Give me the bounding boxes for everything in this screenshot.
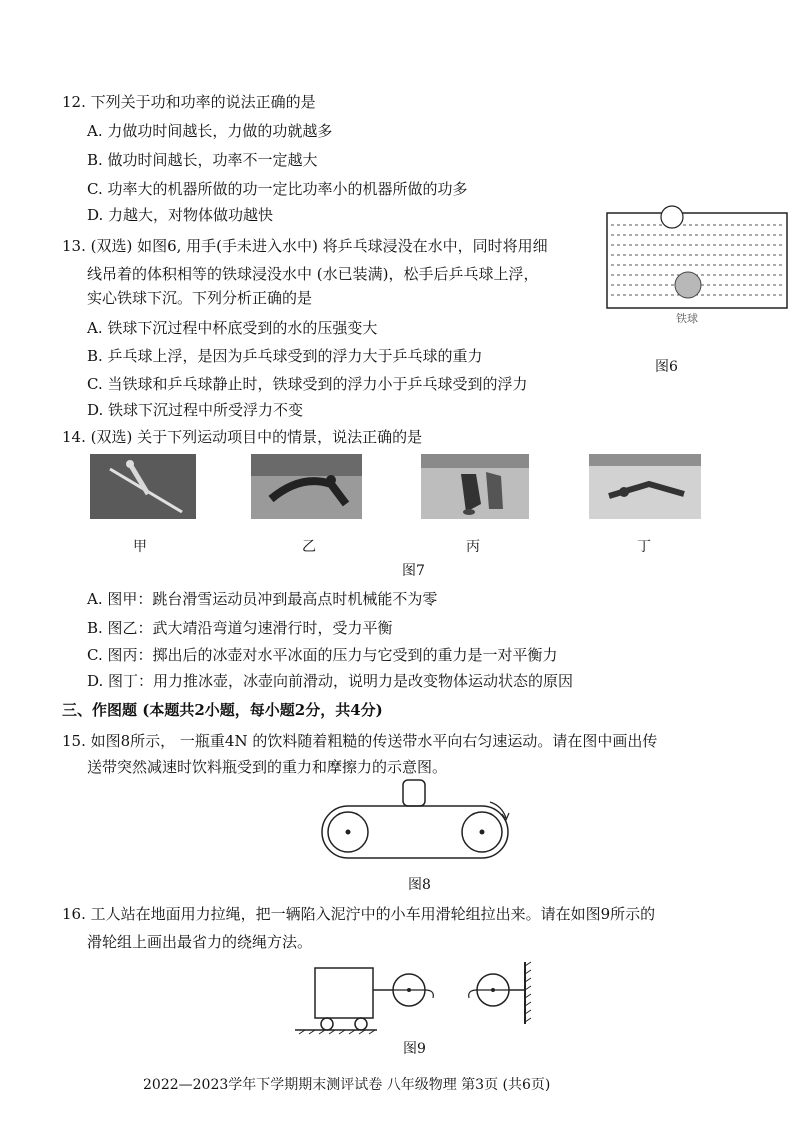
figure-6-ball-label: 铁球: [676, 312, 698, 325]
ping-pong-ball: [661, 206, 683, 228]
figure-7-label: 图7: [402, 563, 425, 579]
q13-option-b: B. 乒乓球上浮，是因为乒乓球受到的浮力大于乒乓球的重力: [87, 347, 483, 365]
photo-label-jia: 甲: [133, 539, 147, 555]
photo-speed-skating: [251, 454, 362, 519]
q14-option-d: D. 图丁：用力推冰壶，冰壶向前滑动，说明力是改变物体运动状态的原因: [87, 672, 574, 690]
q15-stem-line1: 15. 如图8所示， 一瓶重4N 的饮料随着粗糙的传送带水平向右匀速运动。请在图中画出传: [62, 732, 658, 750]
figure-8-label: 图8: [408, 877, 431, 893]
q13-stem-line3: 实心铁球下沉。下列分析正确的是: [87, 289, 313, 307]
q13-option-d: D. 铁球下沉过程中所受浮力不变: [87, 401, 304, 419]
photo-label-ding: 丁: [637, 539, 651, 555]
q12-option-d: D. 力越大，对物体做功越快: [87, 206, 274, 224]
page-footer: 2022—2023学年下学期期末测评试卷 八年级物理 第3页 (共6页): [143, 1077, 551, 1093]
q12-option-b: B. 做功时间越长，功率不一定越大: [87, 151, 318, 169]
figure-9-label: 图9: [403, 1041, 426, 1057]
figure-6-label: 图6: [655, 359, 678, 375]
q16-stem-line2: 滑轮组上画出最省力的绕绳方法。: [87, 933, 313, 951]
photo-label-bing: 丙: [466, 539, 480, 555]
figure-9-pulley-system: [295, 962, 535, 1034]
q16-stem-line1: 16. 工人站在地面用力拉绳，把一辆陷入泥泞中的小车用滑轮组拉出来。请在如图9所示的: [62, 905, 656, 923]
photo-curling: [421, 454, 529, 519]
figure-6-diagram: [603, 205, 793, 315]
photo-label-yi: 乙: [302, 539, 316, 555]
q12-option-c: C. 功率大的机器所做的功一定比功率小的机器所做的功多: [87, 180, 468, 198]
q13-option-a: A. 铁球下沉过程中杯底受到的水的压强变大: [87, 319, 378, 337]
photo-curling-slide: [589, 454, 701, 519]
q15-stem-line2: 送带突然减速时饮料瓶受到的重力和摩擦力的示意图。: [87, 758, 448, 776]
q13-option-c: C. 当铁球和乒乓球静止时，铁球受到的浮力小于乒乓球受到的浮力: [87, 375, 528, 393]
iron-ball: [675, 272, 701, 298]
cart-body: [315, 968, 373, 1018]
q14-option-b: B. 图乙：武大靖沿弯道匀速滑行时，受力平衡: [87, 619, 393, 637]
section-3-title: 三、作图题 (本题共2小题，每小题2分，共4分): [62, 701, 383, 719]
q12-stem: 12. 下列关于功和功率的说法正确的是: [62, 93, 316, 111]
q14-option-c: C. 图丙：掷出后的冰壶对水平冰面的压力与它受到的重力是一对平衡力: [87, 646, 558, 664]
figure-8-conveyor: [320, 780, 520, 870]
q14-stem: 14. (双选) 关于下列运动项目中的情景，说法正确的是: [62, 428, 423, 446]
q12-option-a: A. 力做功时间越长，力做的功就越多: [87, 122, 333, 140]
photo-ski-jump: [90, 454, 196, 519]
drink-bottle: [403, 780, 425, 806]
q13-stem-line1: 13. (双选) 如图6, 用手(手未进入水中) 将乒乓球浸没在水中，同时将用细: [62, 237, 548, 255]
q13-stem-line2: 线吊着的体积相等的铁球浸没水中 (水已装满)，松手后乒乓球上浮，: [87, 265, 539, 283]
q14-option-a: A. 图甲：跳台滑雪运动员冲到最高点时机械能不为零: [87, 590, 438, 608]
